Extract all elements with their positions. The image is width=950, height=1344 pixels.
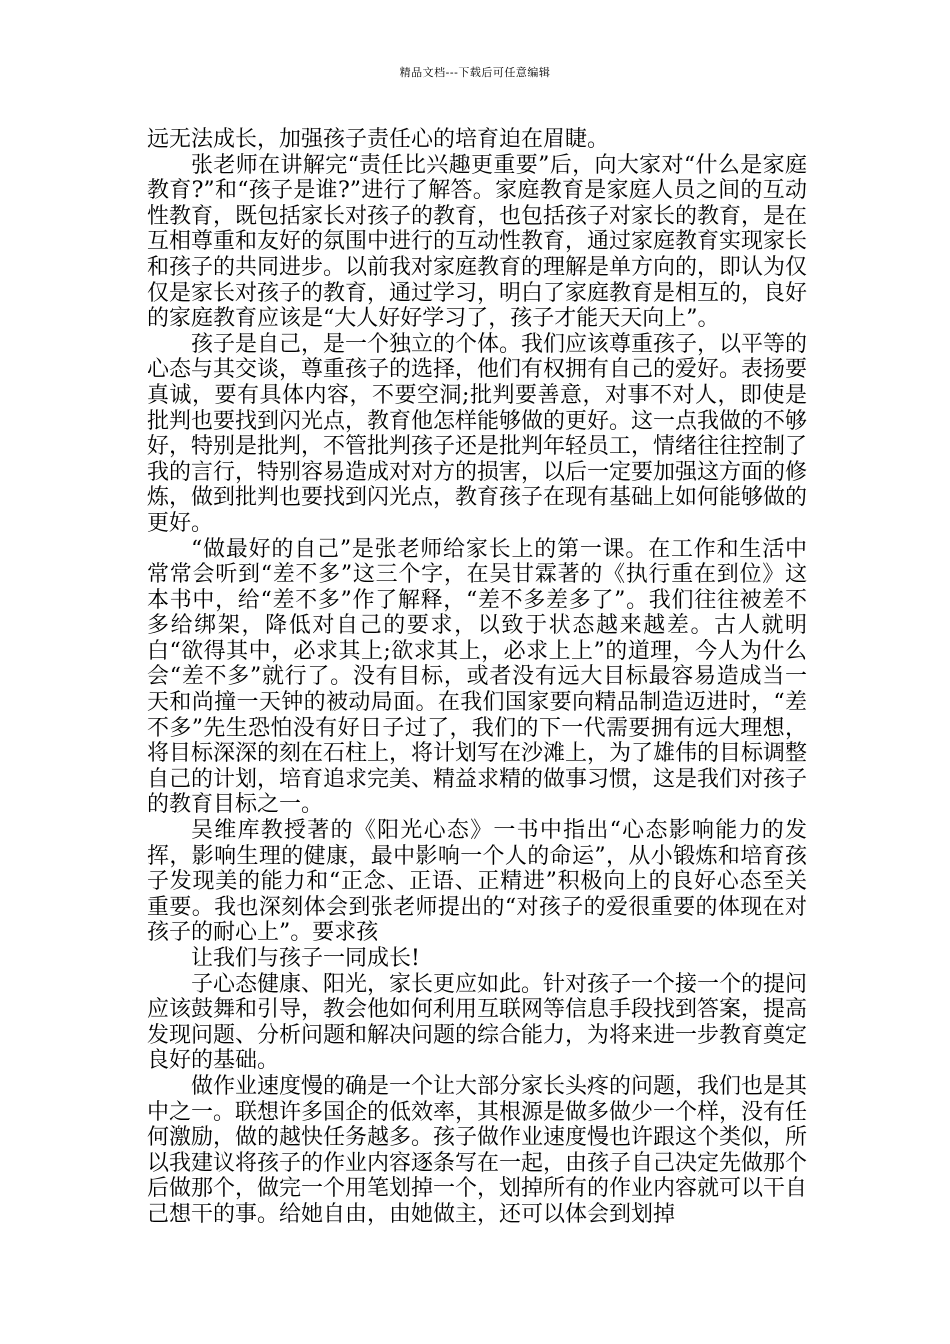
paragraph: 孩子是自己，是一个独立的个体。我们应该尊重孩子，以平等的心态与其交谈，尊重孩子的选择，他们有权拥有自己的爱好。表扬要真诚，要有具体内容，不要空洞;批判要善意，对事不对人，即使是批判也要找到闪光点，教育他怎样能够做的更好。这一点我做的不够好，特别是批判，不管批判孩子还是批判年轻员工，情绪往往控制了我的言行，特别容易造成对对方的损害，以后一定要加强这方面的修炼，做到批判也要找到闪光点，教育孩子在现有基础上如何能够做的更好。 xyxy=(147,331,808,536)
paragraph: 子心态健康、阳光，家长更应如此。针对孩子一个接一个的提问应该鼓舞和引导，教会他如何利用互联网等信息手段找到答案，提高发现问题、分析问题和解决问题的综合能力，为将来进一步教育奠定良好的基础。 xyxy=(147,971,808,1074)
paragraph: 张老师在讲解完“责任比兴趣更重要”后，向大家对“什么是家庭教育?”和“孩子是谁?”进行了解答。家庭教育是家庭人员之间的互动性教育，既包括家长对孩子的教育，也包括孩子对家长的教育，是在互相尊重和友好的氛围中进行的互动性教育，通过家庭教育实现家长和孩子的共同进步。以前我对家庭教育的理解是单方向的，即认为仅仅是家长对孩子的教育，通过学习，明白了家庭教育是相互的，良好的家庭教育应该是“大人好好学习了，孩子才能天天向上”。 xyxy=(147,152,808,332)
paragraph: 让我们与孩子一同成长! xyxy=(191,946,420,971)
paragraph: 做作业速度慢的确是一个让大部分家长头疼的问题，我们也是其中之一。联想许多国企的低效率，其根源是做多做少一个样，没有任何激励，做的越快任务越多。孩子做作业速度慢也许跟这个类似，所以我建议将孩子的作业内容逐条写在一起，由孩子自己决定先做那个后做那个，做完一个用笔划掉一个，划掉所有的作业内容就可以干自己想干的事。给她自由，由她做主，还可以体会到划掉 xyxy=(147,1073,808,1227)
paragraph: “做最好的自己”是张老师给家长上的第一课。在工作和生活中常常会听到“差不多”这三个字，在吴甘霖著的《执行重在到位》这本书中，给“差不多”作了解释，“差不多差多了”。我们往往被差不多给绑架，降低对自己的要求，以致于状态越来越差。古人就明白“欲得其中，必求其上;欲求其上，必求上上”的道理，今人为什么会“差不多”就行了。没有目标，或者没有远大目标最容易造成当一天和尚撞一天钟的被动局面。在我们国家要向精品制造迈进时，“差不多”先生恐怕没有好日子过了，我们的下一代需要拥有远大理想，将目标深深的刻在石柱上，将计划写在沙滩上，为了雄伟的目标调整自己的计划，培育追求完美、精益求精的做事习惯，这是我们对孩子的教育目标之一。 xyxy=(147,536,808,818)
paragraph: 远无法成长，加强孩子责任心的培育迫在眉睫。 xyxy=(147,127,610,152)
document-body xyxy=(147,127,807,1228)
paragraph: 吴维库教授著的《阳光心态》一书中指出“心态影响能力的发挥，影响生理的健康，最中影响一个人的命运”，从小锻炼和培育孩子发现美的能力和“正念、正语、正精进”积极向上的良好心态至关重要。我也深刻体会到张老师提出的“对孩子的爱很重要的体现在对孩子的耐心上”。要求孩 xyxy=(147,818,807,946)
page-header: 精品文档---下载后可任意编辑 xyxy=(399,66,551,79)
